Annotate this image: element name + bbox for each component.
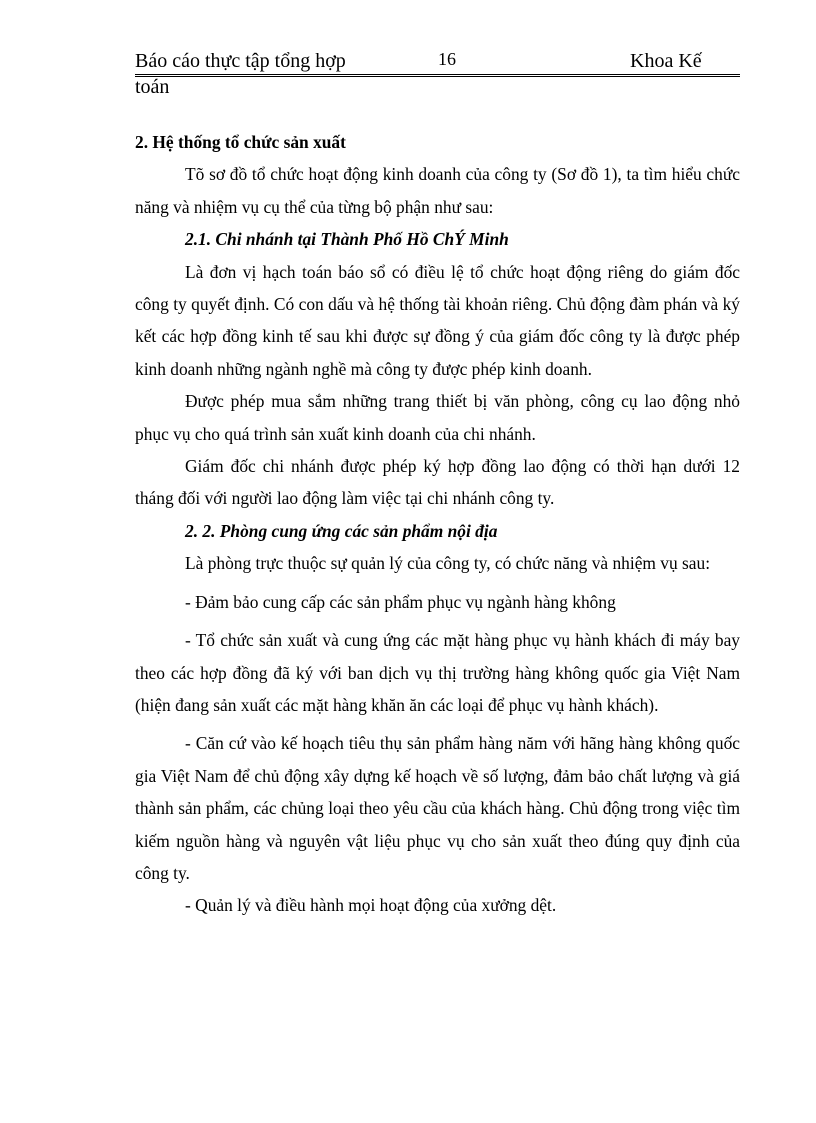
document-body [135,126,740,922]
page-number: 16 [438,49,456,69]
branch-paragraph-2: Được phép mua sắm những trang thiết bị văn phòng, công cụ lao động nhỏ phục vụ cho quá trình sản xuất kinh doanh của chi nhánh. [135,391,740,444]
header-department: Khoa Kế [630,50,702,72]
supply-intro-paragraph: Là phòng trực thuộc sự quản lý của công ty, có chức năng và nhiệm vụ sau: [185,553,711,574]
subsection-heading-supply: 2. 2. Phòng cung ứng các sản phẩm nội địa [185,520,498,541]
subsection-heading-branch: 2.1. Chi nhánh tại Thành Phố Hồ ChÝ Minh [185,229,509,250]
branch-paragraph-3: Giám đốc chi nhánh được phép ký hợp đồng lao động có thời hạn dưới 12 tháng đối với người lao động làm việc tại chi nhánh công ty. [135,456,740,509]
header-divider [135,76,740,77]
supply-list-item-4: - Quản lý và điều hành mọi hoạt động của xưởng dệt. [185,895,557,916]
section-intro-paragraph: Tõ sơ đồ tổ chức hoạt động kinh doanh của công ty (Sơ đồ 1), ta tìm hiểu chức năng và nhiệm vụ cụ thể của từng bộ phận như sau: [135,164,740,217]
supply-list-item-3: - Căn cứ vào kế hoạch tiêu thụ sản phẩm hàng năm với hãng hàng không quốc gia Việt Nam để chủ động xây dựng kế hoạch về số lượng, đảm bảo chất lượng và giá thành sản phẩm, các chủng loại theo yêu cầu của khách hàng. Chủ động trong việc tìm kiếm nguồn hàng và nguyên vật liệu phục vụ cho sản xuất theo đúng quy định của công ty. [135,733,740,883]
header-report-title: Báo cáo thực tập tổng hợp [135,50,346,72]
section-heading: 2. Hệ thống tổ chức sản xuất [135,132,346,152]
supply-list-item-2: - Tổ chức sản xuất và cung ứng các mặt hàng phục vụ hành khách đi máy bay theo các hợp đồng đã ký với ban dịch vụ thị trường hàng không quốc gia Việt Nam (hiện đang sản xuất các mặt hàng khăn ăn các loại để phục vụ hành khách). [135,630,740,715]
supply-list-item-1: - Đảm bảo cung cấp các sản phẩm phục vụ ngành hàng không [185,591,616,612]
page-header [135,48,740,75]
branch-paragraph-1: Là đơn vị hạch toán báo sổ có điều lệ tổ chức hoạt động riêng do giám đốc công ty quyết định. Có con dấu và hệ thống tài khoản riêng. Chủ động đàm phán và ký kết các hợp đồng kinh tế sau khi được sự đồng ý của giám đốc công ty là được phép kinh doanh những ngành nghề mà công ty được phép kinh doanh. [135,261,740,379]
header-department-continuation: toán [135,76,170,98]
